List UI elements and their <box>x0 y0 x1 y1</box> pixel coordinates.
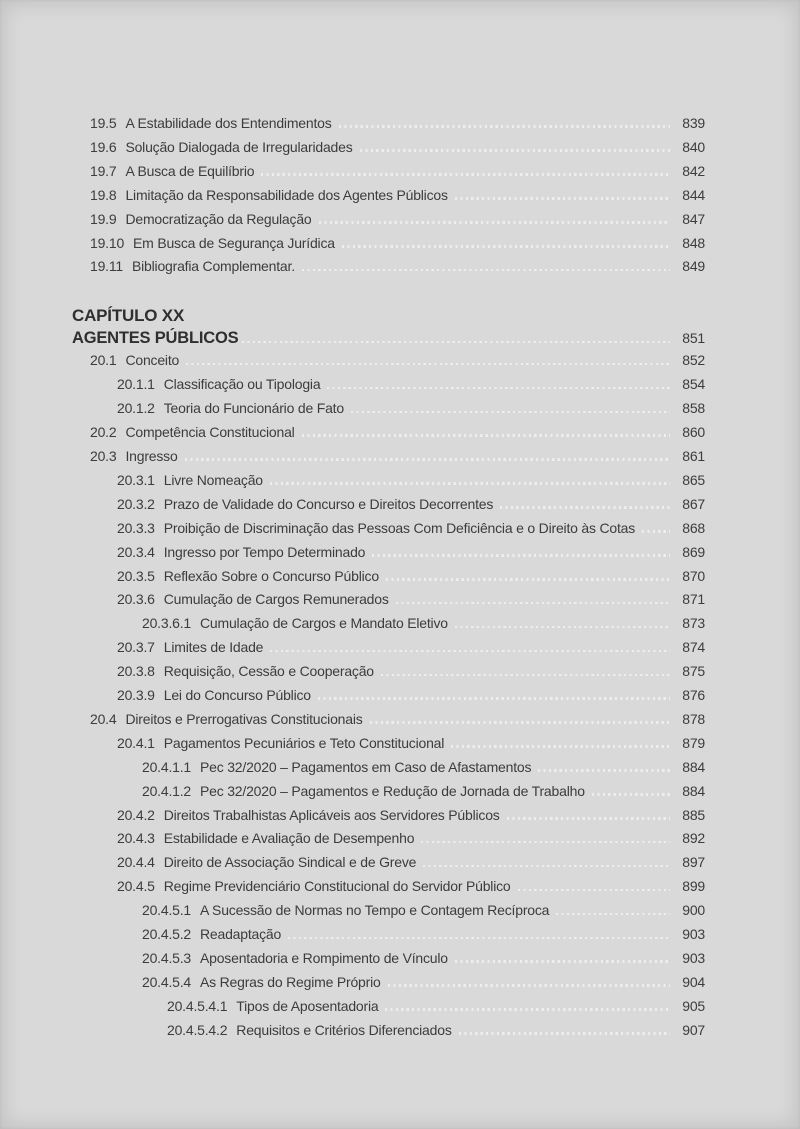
toc-entry <box>72 565 705 589</box>
toc-entry <box>72 160 705 184</box>
dot-leader <box>592 793 670 796</box>
entry-number: 20.4.5.4.1 <box>167 997 228 1014</box>
entry-page-number: 900 <box>682 902 705 919</box>
entry-number: 19.8 <box>90 186 117 203</box>
entry-title: Requisição, Cessão e Cooperação <box>163 663 374 680</box>
entry-number: 20.3.2 <box>117 495 155 512</box>
toc-entry <box>72 756 705 780</box>
entry-number: 20.1.2 <box>117 400 155 417</box>
dot-leader <box>327 387 670 390</box>
toc-entry <box>72 136 705 160</box>
toc-entry <box>72 899 705 923</box>
entry-page-number: 842 <box>682 162 705 179</box>
dot-leader <box>186 363 670 366</box>
entry-title: Teoria do Funcionário de Fato <box>163 400 344 417</box>
entry-page-number: 848 <box>682 234 705 251</box>
entry-number: 20.4.5.4.2 <box>167 1021 228 1038</box>
dot-leader <box>507 817 671 820</box>
entry-number: 20.4 <box>90 710 117 727</box>
entry-page-number: 878 <box>682 710 705 727</box>
entry-page-number: 874 <box>682 639 705 656</box>
entry-page-number: 873 <box>682 615 705 632</box>
toc-entry <box>72 660 705 684</box>
entry-title: Democratização da Regulação <box>125 210 312 227</box>
entry-title: Direitos e Prerrogativas Constitucionais <box>125 710 363 727</box>
entry-page-number: 903 <box>682 950 705 966</box>
toc-entry <box>72 397 705 421</box>
toc-entry <box>72 112 705 136</box>
chapter-page-number: 851 <box>682 330 705 347</box>
entry-number: 20.4.1.1 <box>142 758 191 775</box>
toc-entry <box>72 636 705 660</box>
table-of-contents <box>72 112 705 1043</box>
entry-page-number: 885 <box>682 806 705 823</box>
dot-leader <box>242 341 670 344</box>
entry-title: Prazo de Validade do Concurso e Direitos Decorrentes <box>163 495 494 512</box>
dot-leader <box>385 1008 670 1011</box>
toc-entry <box>72 875 705 899</box>
dot-leader <box>455 197 670 200</box>
entry-page-number: 869 <box>682 543 705 560</box>
entry-number: 20.3.1 <box>117 471 155 488</box>
entry-number: 20.3.6 <box>117 591 155 608</box>
entry-page-number: 865 <box>682 471 705 488</box>
entry-number: 19.6 <box>90 138 117 155</box>
entry-title: A Sucessão de Normas no Tempo e Contagem Recíproca <box>200 902 550 919</box>
dot-leader <box>302 434 671 437</box>
dot-leader <box>261 173 670 176</box>
dot-leader <box>451 745 670 748</box>
dot-leader <box>351 411 670 414</box>
entry-title: A Estabilidade dos Entendimentos <box>125 115 332 131</box>
entry-page-number: 907 <box>682 1021 705 1038</box>
toc-entry <box>72 184 705 208</box>
entry-number: 19.5 <box>90 115 117 131</box>
dot-leader <box>388 984 671 987</box>
toc-entry <box>72 971 705 995</box>
entry-title: As Regras do Regime Próprio <box>200 973 381 990</box>
entry-title: Requisitos e Critérios Diferenciados <box>236 1021 452 1038</box>
dot-leader <box>396 602 671 605</box>
entry-number: 19.7 <box>90 162 117 179</box>
entry-page-number: 892 <box>682 830 705 847</box>
entry-number: 20.4.1.2 <box>142 782 191 799</box>
chapter-heading-block <box>72 305 705 349</box>
dot-leader <box>360 149 671 152</box>
dot-leader <box>455 960 670 963</box>
entry-page-number: 860 <box>682 424 705 441</box>
toc-entry <box>72 517 705 541</box>
entry-page-number: 870 <box>682 567 705 584</box>
dot-leader <box>423 865 670 868</box>
dot-leader <box>372 554 670 557</box>
entry-number: 20.4.2 <box>117 806 155 823</box>
entry-number: 20.3.6.1 <box>142 615 191 632</box>
dot-leader <box>318 697 670 700</box>
entry-page-number: 905 <box>682 997 705 1014</box>
entry-title: Bibliografia Complementar. <box>132 258 295 275</box>
dot-leader <box>319 221 671 224</box>
entry-number: 20.4.4 <box>117 854 155 871</box>
toc-entry <box>72 541 705 565</box>
entry-number: 20.3 <box>90 447 117 464</box>
chapter-title: AGENTES PÚBLICOS <box>72 329 239 348</box>
dot-leader <box>302 269 670 272</box>
dot-leader <box>381 674 670 677</box>
entry-page-number: 852 <box>682 352 705 369</box>
entry-number: 20.4.5.3 <box>142 950 191 966</box>
entry-title: Competência Constitucional <box>125 424 295 441</box>
entry-page-number: 904 <box>682 973 705 990</box>
entry-number: 19.9 <box>90 210 117 227</box>
entry-title: Tipos de Aposentadoria <box>236 997 379 1014</box>
dot-leader <box>185 458 671 461</box>
toc-entry <box>72 732 705 756</box>
toc-entry <box>72 780 705 804</box>
entry-number: 20.4.5.4 <box>142 973 191 990</box>
entry-title: Limites de Idade <box>163 639 264 656</box>
toc-entry <box>72 684 705 708</box>
toc-entry <box>72 373 705 397</box>
toc-entry <box>72 1019 705 1043</box>
dot-leader <box>500 506 670 509</box>
toc-entry <box>72 421 705 445</box>
entry-title: Ingresso <box>125 447 178 464</box>
entry-number: 20.2 <box>90 424 117 441</box>
entry-title: Pec 32/2020 – Pagamentos e Redução de Jornada de Trabalho <box>200 782 585 799</box>
entry-number: 19.11 <box>90 258 123 275</box>
entry-number: 20.3.5 <box>117 567 155 584</box>
toc-entry <box>72 827 705 851</box>
dot-leader <box>386 578 670 581</box>
entry-title: Direito de Associação Sindical e de Greve <box>163 854 417 871</box>
entry-page-number: 876 <box>682 687 705 704</box>
entry-number: 20.4.5.2 <box>142 926 191 943</box>
entry-title: Em Busca de Segurança Jurídica <box>133 234 335 251</box>
entry-number: 20.4.1 <box>117 734 155 751</box>
entry-page-number: 858 <box>682 400 705 417</box>
entry-title: Proibição de Discriminação das Pessoas Com Deficiência e o Direito às Cotas <box>163 519 636 536</box>
entry-page-number: 879 <box>682 734 705 751</box>
chapter-label: CAPÍTULO XX <box>72 306 185 326</box>
chapter-entry-list <box>72 349 705 1042</box>
toc-entry <box>72 804 705 828</box>
entry-page-number: 861 <box>682 447 705 464</box>
dot-leader <box>459 1032 671 1035</box>
toc-entry <box>72 349 705 373</box>
toc-entry <box>72 851 705 875</box>
toc-entry <box>72 208 705 232</box>
chapter-title-row <box>72 327 705 349</box>
entry-page-number: 839 <box>682 115 705 131</box>
dot-leader <box>421 841 670 844</box>
entry-page-number: 903 <box>682 926 705 943</box>
toc-entry <box>72 612 705 636</box>
toc-entry <box>72 947 705 971</box>
dot-leader <box>518 889 671 892</box>
entry-title: Livre Nomeação <box>163 471 263 488</box>
dot-leader <box>270 482 670 485</box>
entry-title: A Busca de Equilíbrio <box>125 162 255 179</box>
entry-page-number: 875 <box>682 663 705 680</box>
entry-number: 20.1.1 <box>117 376 155 393</box>
entry-page-number: 854 <box>682 376 705 393</box>
pre-chapter-entry-list <box>72 112 705 279</box>
dot-leader <box>455 626 670 629</box>
entry-title: Reflexão Sobre o Concurso Público <box>163 567 379 584</box>
entry-title: Cumulação de Cargos Remunerados <box>163 591 389 608</box>
entry-page-number: 884 <box>682 758 705 775</box>
entry-title: Estabilidade e Avaliação de Desempenho <box>163 830 415 847</box>
entry-title: Pagamentos Pecuniários e Teto Constitucional <box>163 734 445 751</box>
entry-page-number: 847 <box>682 210 705 227</box>
dot-leader <box>370 721 671 724</box>
entry-title: Classificação ou Tipologia <box>163 376 321 393</box>
dot-leader <box>556 913 670 916</box>
entry-page-number: 897 <box>682 854 705 871</box>
entry-number: 20.3.7 <box>117 639 155 656</box>
entry-number: 20.1 <box>90 352 117 369</box>
toc-entry <box>72 255 705 279</box>
entry-number: 20.3.3 <box>117 519 155 536</box>
toc-entry <box>72 708 705 732</box>
entry-number: 20.3.4 <box>117 543 155 560</box>
toc-entry <box>72 995 705 1019</box>
toc-entry <box>72 469 705 493</box>
toc-entry <box>72 232 705 256</box>
entry-number: 20.4.3 <box>117 830 155 847</box>
entry-page-number: 844 <box>682 186 705 203</box>
entry-title: Ingresso por Tempo Determinado <box>163 543 366 560</box>
toc-entry <box>72 923 705 947</box>
dot-leader <box>288 937 670 940</box>
entry-number: 19.10 <box>90 234 125 251</box>
dot-leader <box>538 769 670 772</box>
entry-title: Readaptação <box>200 926 282 943</box>
toc-entry <box>72 493 705 517</box>
entry-page-number: 868 <box>682 519 705 536</box>
dot-leader <box>642 530 670 533</box>
entry-number: 20.3.9 <box>117 687 155 704</box>
dot-leader <box>342 245 670 248</box>
entry-page-number: 840 <box>682 138 705 155</box>
entry-title: Limitação da Responsabilidade dos Agentes Públicos <box>125 186 448 203</box>
entry-page-number: 884 <box>682 782 705 799</box>
entry-title: Lei do Concurso Público <box>163 687 311 704</box>
entry-page-number: 871 <box>682 591 705 608</box>
entry-title: Direitos Trabalhistas Aplicáveis aos Servidores Públicos <box>163 806 500 823</box>
entry-title: Regime Previdenciário Constitucional do Servidor Público <box>163 878 511 895</box>
dot-leader <box>339 125 671 128</box>
toc-entry <box>72 588 705 612</box>
entry-page-number: 899 <box>682 878 705 895</box>
entry-page-number: 849 <box>682 258 705 275</box>
entry-page-number: 867 <box>682 495 705 512</box>
entry-title: Pec 32/2020 – Pagamentos em Caso de Afastamentos <box>200 758 532 775</box>
entry-title: Aposentadoria e Rompimento de Vínculo <box>200 950 448 966</box>
entry-title: Conceito <box>125 352 180 369</box>
entry-number: 20.4.5 <box>117 878 155 895</box>
entry-number: 20.4.5.1 <box>142 902 191 919</box>
dot-leader <box>270 650 670 653</box>
entry-number: 20.3.8 <box>117 663 155 680</box>
entry-title: Cumulação de Cargos e Mandato Eletivo <box>200 615 448 632</box>
entry-title: Solução Dialogada de Irregularidades <box>125 138 353 155</box>
toc-entry <box>72 445 705 469</box>
